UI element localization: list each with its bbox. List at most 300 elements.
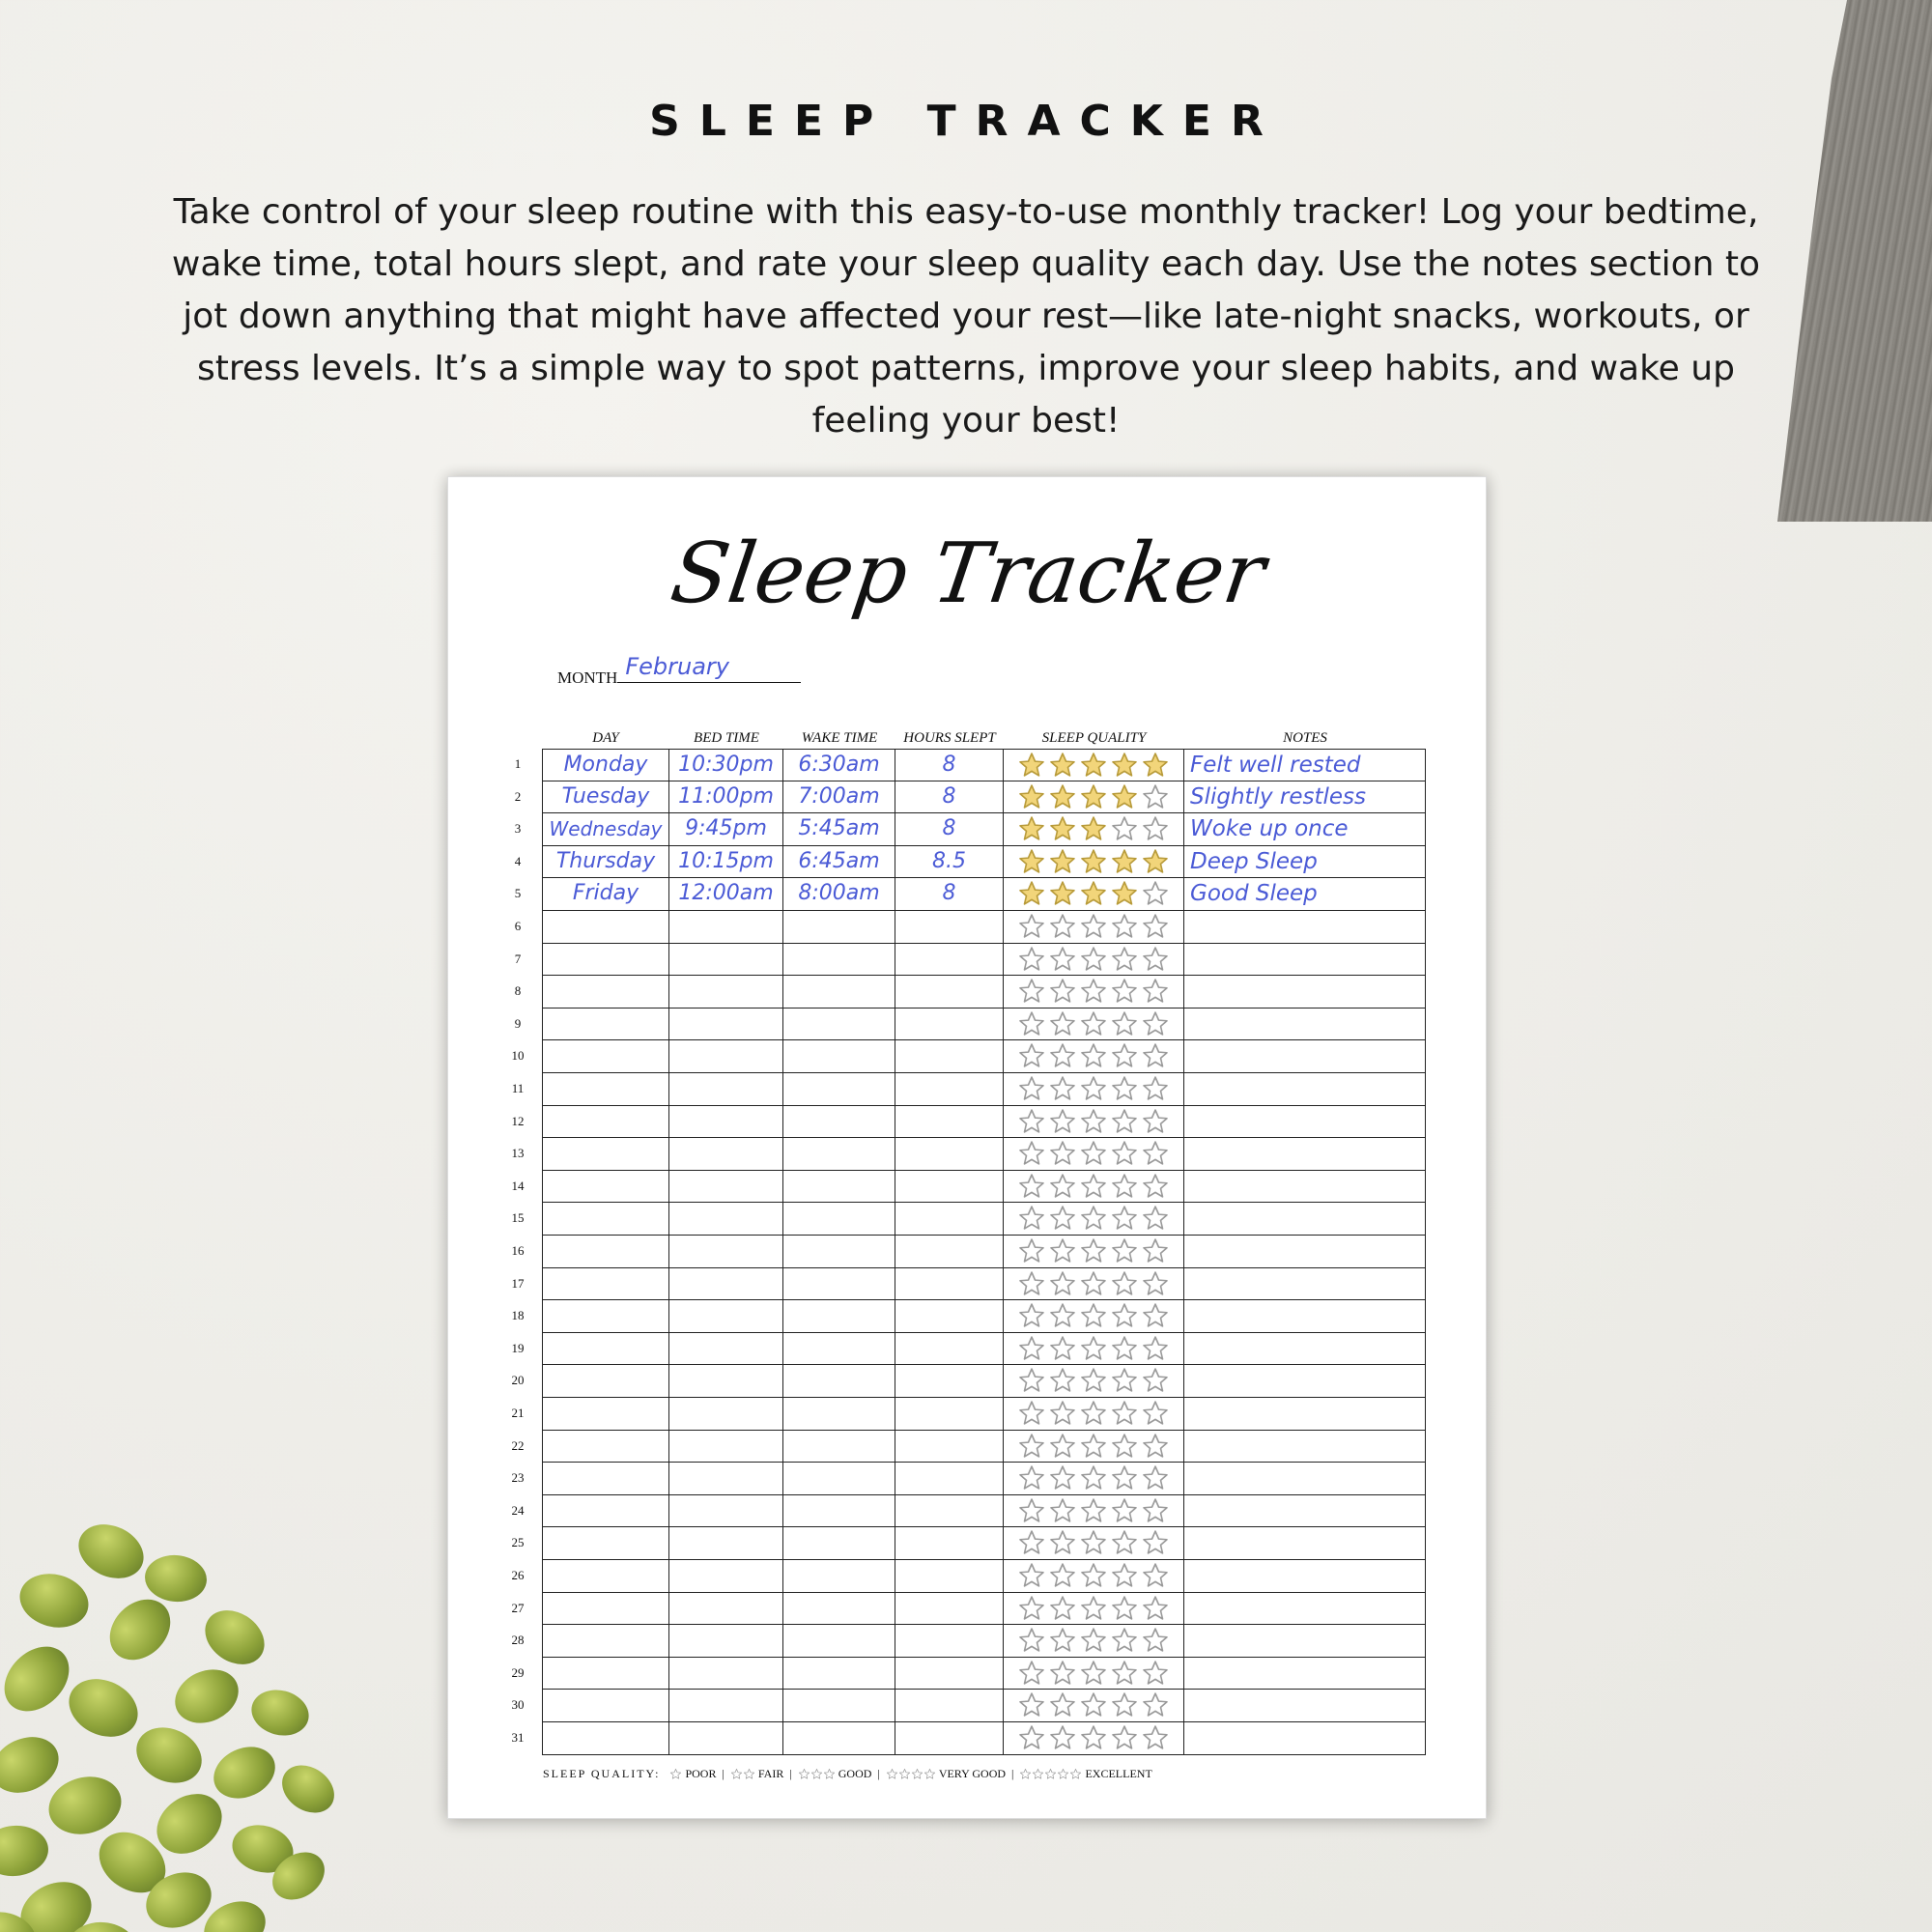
bedtime-cell[interactable] [669,1463,783,1495]
notes-cell[interactable] [1184,976,1426,1009]
day-cell[interactable] [542,1560,669,1593]
day-cell[interactable] [542,1365,669,1398]
day-cell[interactable] [542,1527,669,1560]
col-header-day: DAY [592,730,619,746]
star-rating[interactable] [1004,1203,1183,1234]
bedtime-cell[interactable] [669,976,783,1009]
hours-cell[interactable] [895,1268,1004,1301]
empty-star-icon [1079,1463,1108,1492]
star-rating[interactable] [1004,1236,1183,1266]
hours-cell[interactable] [895,1722,1004,1755]
row-number: 24 [511,1502,525,1518]
hours-cell[interactable] [895,1138,1004,1171]
empty-star-icon [1017,1269,1046,1298]
sheet-title: Sleep Tracker [665,526,1271,622]
notes-cell[interactable] [1184,1040,1426,1073]
empty-star-icon [1141,1626,1170,1655]
day-cell[interactable] [542,1073,669,1106]
notes-cell[interactable] [1184,1658,1426,1690]
waketime-cell[interactable] [783,1365,895,1398]
col-header-bedtime: BED TIME [694,730,759,746]
waketime-cell[interactable] [783,1106,895,1139]
empty-star-icon [1079,1334,1108,1363]
empty-star-icon [1110,912,1139,941]
quality-cell[interactable] [1004,846,1184,879]
filled-star-icon [1110,751,1139,780]
notes-cell[interactable] [1184,944,1426,977]
quality-cell[interactable] [1004,944,1184,977]
quality-cell[interactable] [1004,1398,1184,1431]
star-rating[interactable] [1004,1527,1183,1558]
hours-cell[interactable] [895,1593,1004,1626]
star-rating[interactable] [1004,813,1183,844]
empty-star-icon [1110,1626,1139,1655]
notes-cell[interactable] [1184,1495,1426,1528]
notes-cell[interactable] [1184,911,1426,944]
quality-cell[interactable] [1004,1009,1184,1041]
star-rating[interactable] [1004,1040,1183,1071]
notes-cell[interactable] [1184,1463,1426,1495]
quality-cell[interactable] [1004,1333,1184,1366]
quality-cell[interactable] [1004,1268,1184,1301]
row-number: 17 [511,1275,525,1291]
empty-star-icon [1048,977,1077,1006]
quality-cell[interactable] [1004,749,1184,781]
star-rating[interactable] [1004,944,1183,975]
quality-cell[interactable] [1004,1495,1184,1528]
hours-cell[interactable] [895,1333,1004,1366]
empty-star-icon [1017,1723,1046,1752]
hours-cell[interactable] [895,1560,1004,1593]
hours-cell[interactable] [895,1431,1004,1463]
star-rating[interactable] [1004,1560,1183,1591]
empty-star-icon [1048,912,1077,941]
empty-star-icon [823,1768,836,1780]
empty-star-icon [1017,1690,1046,1719]
empty-star-icon [1048,945,1077,974]
filled-star-icon [1141,751,1170,780]
empty-star-icon [1141,814,1170,843]
empty-star-icon [1017,1172,1046,1201]
waketime-cell[interactable]: 8:00am [783,878,895,911]
bedtime-cell[interactable] [669,1333,783,1366]
empty-star-icon [1017,945,1046,974]
star-rating[interactable] [1004,911,1183,942]
empty-star-icon [898,1768,911,1780]
empty-star-icon [1110,945,1139,974]
waketime-cell[interactable] [783,1009,895,1041]
bedtime-cell[interactable]: 10:15pm [669,846,783,879]
day-cell[interactable] [542,1203,669,1236]
notes-cell[interactable] [1184,1236,1426,1268]
bedtime-cell[interactable] [669,1495,783,1528]
empty-star-icon [1141,1107,1170,1136]
star-rating[interactable] [1004,878,1183,909]
empty-star-icon [1048,1236,1077,1265]
notes-cell[interactable] [1184,1333,1426,1366]
day-cell[interactable] [542,1398,669,1431]
empty-star-icon [1141,1399,1170,1428]
bedtime-cell[interactable] [669,911,783,944]
hours-cell[interactable] [895,1365,1004,1398]
empty-star-icon [1017,1594,1046,1623]
bedtime-cell[interactable] [669,944,783,977]
notes-cell[interactable] [1184,1593,1426,1626]
empty-star-icon [1141,1723,1170,1752]
notes-cell[interactable] [1184,1171,1426,1204]
day-cell[interactable] [542,1593,669,1626]
quality-cell[interactable] [1004,1040,1184,1073]
col-header-notes: NOTES [1283,730,1327,746]
bedtime-cell[interactable] [669,1625,783,1658]
empty-star-icon [1141,1009,1170,1038]
plant-leaf [206,1737,284,1807]
notes-cell[interactable]: Good Sleep [1184,878,1426,911]
empty-star-icon [1110,1463,1139,1492]
waketime-cell[interactable] [783,1690,895,1722]
hours-cell[interactable] [895,1658,1004,1690]
hours-cell[interactable] [895,1009,1004,1041]
bedtime-cell[interactable]: 12:00am [669,878,783,911]
hours-cell[interactable] [895,1690,1004,1722]
quality-cell[interactable] [1004,813,1184,846]
notes-cell[interactable]: Woke up once [1184,813,1426,846]
notes-cell[interactable]: Deep Sleep [1184,846,1426,879]
waketime-cell[interactable] [783,1236,895,1268]
empty-star-icon [1079,912,1108,941]
day-cell[interactable] [542,1236,669,1268]
notes-cell[interactable] [1184,1138,1426,1171]
day-cell[interactable] [542,911,669,944]
waketime-cell[interactable] [783,944,895,977]
empty-star-icon [1110,1561,1139,1590]
quality-cell[interactable] [1004,1138,1184,1171]
notes-cell[interactable] [1184,1106,1426,1139]
waketime-cell[interactable] [783,1593,895,1626]
notes-cell[interactable] [1184,1722,1426,1755]
hours-cell[interactable] [895,1463,1004,1495]
quality-cell[interactable] [1004,1203,1184,1236]
star-rating[interactable] [1004,781,1183,812]
quality-cell[interactable] [1004,1073,1184,1106]
row-number: 9 [514,1015,522,1031]
empty-star-icon [1141,879,1170,908]
quality-cell[interactable] [1004,976,1184,1009]
notes-cell[interactable] [1184,1365,1426,1398]
bedtime-cell[interactable] [669,1138,783,1171]
notes-cell[interactable] [1184,1300,1426,1333]
day-cell[interactable] [542,976,669,1009]
hours-cell[interactable] [895,1171,1004,1204]
empty-star-icon [1079,1041,1108,1070]
waketime-cell[interactable]: 7:00am [783,781,895,814]
quality-cell[interactable] [1004,1722,1184,1755]
legend-separator: | [877,1767,880,1780]
waketime-cell[interactable] [783,1527,895,1560]
notes-cell[interactable]: Slightly restless [1184,781,1426,814]
waketime-cell[interactable] [783,1040,895,1073]
empty-star-icon [1079,1107,1108,1136]
legend-item [1019,1767,1151,1781]
quality-cell[interactable] [1004,1527,1184,1560]
bedtime-cell[interactable] [669,1268,783,1301]
bedtime-cell[interactable]: 11:00pm [669,781,783,814]
waketime-cell[interactable] [783,1073,895,1106]
empty-star-icon [1048,1334,1077,1363]
empty-star-icon [1141,1528,1170,1557]
quality-cell[interactable] [1004,911,1184,944]
hours-cell[interactable]: 8 [895,813,1004,846]
quality-cell[interactable] [1004,1106,1184,1139]
star-rating[interactable] [1004,1690,1183,1720]
hours-cell[interactable] [895,1040,1004,1073]
star-rating[interactable] [1004,1495,1183,1526]
day-cell[interactable] [542,1171,669,1204]
empty-star-icon [1017,1496,1046,1525]
hours-cell[interactable]: 8 [895,749,1004,781]
hours-cell[interactable] [895,1398,1004,1431]
bedtime-cell[interactable] [669,1236,783,1268]
hours-cell[interactable] [895,1625,1004,1658]
hours-cell[interactable] [895,1300,1004,1333]
month-field[interactable] [617,653,801,683]
empty-star-icon [1017,1139,1046,1168]
row-number: 10 [511,1048,525,1064]
notes-cell[interactable] [1184,1398,1426,1431]
quality-cell[interactable] [1004,878,1184,911]
hours-cell[interactable]: 8.5 [895,846,1004,879]
notes-cell[interactable] [1184,1009,1426,1041]
waketime-cell[interactable] [783,1203,895,1236]
day-cell[interactable]: Wednesday [542,813,669,846]
notes-cell[interactable] [1184,1527,1426,1560]
row-number: 1 [514,756,522,771]
star-rating[interactable] [1004,1431,1183,1462]
day-cell[interactable] [542,1040,669,1073]
row-number: 4 [514,853,522,868]
waketime-cell[interactable] [783,1560,895,1593]
waketime-cell[interactable] [783,1463,895,1495]
quality-cell[interactable] [1004,1593,1184,1626]
hours-cell[interactable] [895,1495,1004,1528]
star-rating[interactable] [1004,1009,1183,1039]
empty-star-icon [743,1768,755,1780]
empty-star-icon [1110,1659,1139,1688]
empty-star-icon [1079,1204,1108,1233]
star-rating[interactable] [1004,846,1183,877]
notes-cell[interactable] [1184,1625,1426,1658]
empty-star-icon [1048,1107,1077,1136]
day-cell[interactable] [542,1722,669,1755]
quality-cell[interactable] [1004,1300,1184,1333]
waketime-cell[interactable]: 6:45am [783,846,895,879]
hours-cell[interactable]: 8 [895,878,1004,911]
bedtime-cell[interactable] [669,1040,783,1073]
waketime-cell[interactable] [783,976,895,1009]
hours-cell[interactable] [895,1073,1004,1106]
plant-leaf [0,1823,50,1879]
row-number: 27 [511,1600,525,1615]
waketime-cell[interactable]: 5:45am [783,813,895,846]
bedtime-cell[interactable] [669,1527,783,1560]
hours-cell[interactable] [895,911,1004,944]
bedtime-cell[interactable] [669,1722,783,1755]
bedtime-cell[interactable] [669,1300,783,1333]
star-rating[interactable] [1004,1593,1183,1624]
waketime-cell[interactable]: 6:30am [783,749,895,781]
empty-star-icon [1110,1269,1139,1298]
hours-cell[interactable]: 8 [895,781,1004,814]
bedtime-cell[interactable] [669,1690,783,1722]
star-rating[interactable] [1004,976,1183,1007]
day-cell[interactable]: Friday [542,878,669,911]
month-value: February [625,653,730,680]
waketime-cell[interactable] [783,1431,895,1463]
star-rating[interactable] [1004,1106,1183,1137]
legend-item-label: GOOD [838,1767,872,1780]
legend-separator: | [789,1767,792,1780]
star-rating[interactable] [1004,1398,1183,1429]
hours-cell[interactable] [895,1236,1004,1268]
quality-cell[interactable] [1004,781,1184,814]
waketime-cell[interactable] [783,1722,895,1755]
waketime-cell[interactable] [783,1398,895,1431]
quality-cell[interactable] [1004,1171,1184,1204]
notes-cell[interactable] [1184,1431,1426,1463]
notes-cell[interactable]: Felt well rested [1184,749,1426,781]
plant-decoration [0,1488,367,1932]
bedtime-cell[interactable] [669,1593,783,1626]
bedtime-cell[interactable]: 10:30pm [669,749,783,781]
star-rating[interactable] [1004,1171,1183,1202]
day-cell[interactable] [542,1431,669,1463]
day-cell[interactable] [542,1268,669,1301]
bedtime-cell[interactable] [669,1658,783,1690]
day-cell[interactable] [542,1300,669,1333]
hours-cell[interactable] [895,976,1004,1009]
waketime-cell[interactable] [783,1300,895,1333]
plant-leaf [43,1769,128,1842]
notes-cell[interactable] [1184,1560,1426,1593]
legend-separator: | [722,1767,724,1780]
star-rating[interactable] [1004,1722,1183,1753]
quality-cell[interactable] [1004,1365,1184,1398]
star-rating[interactable] [1004,1658,1183,1689]
col-header-hours: HOURS SLEPT [903,730,996,746]
notes-cell[interactable] [1184,1690,1426,1722]
day-cell[interactable] [542,1009,669,1041]
bedtime-cell[interactable] [669,1203,783,1236]
notes-cell[interactable] [1184,1203,1426,1236]
waketime-cell[interactable] [783,911,895,944]
filled-star-icon [1048,751,1077,780]
day-cell[interactable] [542,1658,669,1690]
notes-cell[interactable] [1184,1073,1426,1106]
bedtime-cell[interactable] [669,1009,783,1041]
legend-item-label: EXCELLENT [1085,1767,1152,1780]
day-cell[interactable]: Thursday [542,846,669,879]
hours-cell[interactable] [895,944,1004,977]
bedtime-cell[interactable]: 9:45pm [669,813,783,846]
empty-star-icon [1048,1009,1077,1038]
empty-star-icon [1110,1528,1139,1557]
plant-leaf [166,1660,247,1733]
star-rating[interactable] [1004,1268,1183,1299]
waketime-cell[interactable] [783,1625,895,1658]
day-cell[interactable] [542,1495,669,1528]
day-cell[interactable]: Tuesday [542,781,669,814]
quality-cell[interactable] [1004,1431,1184,1463]
day-cell[interactable] [542,1463,669,1495]
waketime-cell[interactable] [783,1495,895,1528]
waketime-cell[interactable] [783,1138,895,1171]
bedtime-cell[interactable] [669,1431,783,1463]
empty-star-icon [1017,1107,1046,1136]
quality-cell[interactable] [1004,1560,1184,1593]
empty-star-icon [1017,1399,1046,1428]
empty-star-icon [1048,1399,1077,1428]
day-cell[interactable] [542,1138,669,1171]
hours-cell[interactable] [895,1106,1004,1139]
star-rating[interactable] [1004,1625,1183,1656]
waketime-cell[interactable] [783,1268,895,1301]
hours-cell[interactable] [895,1203,1004,1236]
waketime-cell[interactable] [783,1171,895,1204]
day-cell[interactable] [542,1625,669,1658]
bedtime-cell[interactable] [669,1106,783,1139]
legend-item [669,1767,716,1781]
bedtime-cell[interactable] [669,1171,783,1204]
bedtime-cell[interactable] [669,1560,783,1593]
star-rating[interactable] [1004,1365,1183,1396]
row-number: 21 [511,1406,525,1420]
waketime-cell[interactable] [783,1658,895,1690]
star-rating[interactable] [1004,1300,1183,1331]
quality-cell[interactable] [1004,1690,1184,1722]
quality-cell[interactable] [1004,1463,1184,1495]
empty-star-icon [1110,1399,1139,1428]
quality-cell[interactable] [1004,1625,1184,1658]
empty-star-icon [1079,1172,1108,1201]
col-header-quality: SLEEP QUALITY [1041,730,1147,746]
empty-star-icon [1141,977,1170,1006]
day-cell[interactable] [542,1690,669,1722]
empty-star-icon [1079,977,1108,1006]
day-cell[interactable] [542,944,669,977]
filled-star-icon [1110,847,1139,876]
row-number: 13 [511,1146,525,1161]
bedtime-cell[interactable] [669,1073,783,1106]
hours-cell[interactable] [895,1527,1004,1560]
star-rating[interactable] [1004,1138,1183,1169]
star-rating[interactable] [1004,1333,1183,1364]
filled-star-icon [1079,847,1108,876]
page-header [0,97,1932,447]
quality-cell[interactable] [1004,1658,1184,1690]
bedtime-cell[interactable] [669,1398,783,1431]
day-cell[interactable]: Monday [542,749,669,781]
filled-star-icon [1110,782,1139,811]
day-cell[interactable] [542,1106,669,1139]
bedtime-cell[interactable] [669,1365,783,1398]
star-rating[interactable] [1004,750,1183,781]
waketime-cell[interactable] [783,1333,895,1366]
day-cell[interactable] [542,1333,669,1366]
quality-cell[interactable] [1004,1236,1184,1268]
notes-cell[interactable] [1184,1268,1426,1301]
star-rating[interactable] [1004,1073,1183,1104]
star-rating[interactable] [1004,1463,1183,1493]
